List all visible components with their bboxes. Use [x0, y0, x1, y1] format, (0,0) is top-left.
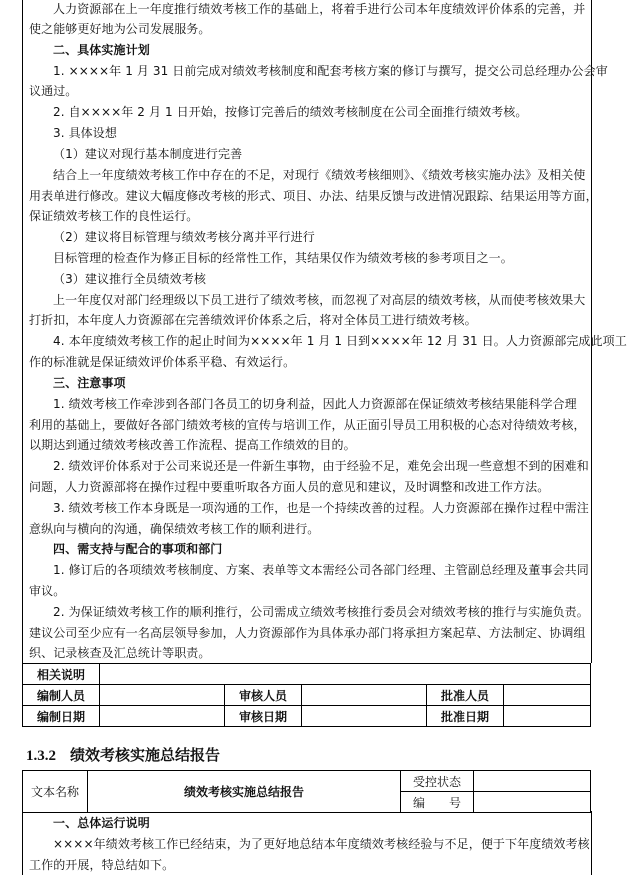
reviewed-by-value[interactable]	[302, 685, 427, 706]
reviewed-date-label: 审核日期	[225, 706, 302, 727]
section-heading: 一、总体运行说明	[53, 816, 150, 830]
approved-date-value[interactable]	[504, 706, 591, 727]
section-title	[26, 744, 220, 765]
paragraph-line: 建议公司至少应有一名高层领导参加，人力资源部作为具体承办部门将承担方案起草、方法制定、协调组	[29, 626, 586, 640]
paragraph-line: 结合上一年度绩效考核工作中存在的不足，对现行《绩效考核细则》、《绩效考核实施办法》及相关使	[53, 168, 586, 182]
paragraph-line: 目标管理的检查作为修正目标的经常性工作，其结果仅作为绩效考核的参考项目之一。	[53, 251, 513, 265]
paragraph-line: 意纵向与横向的沟通，确保绩效考核工作的顺利进行。	[29, 522, 320, 536]
control-status-value[interactable]	[474, 771, 591, 792]
prepared-date-label: 编制日期	[23, 706, 100, 727]
paragraph-line: 2. 自××××年 2 月 1 日开始，按修订完善后的绩效考核制度在公司全面推行绩效考核。	[53, 105, 528, 119]
paragraph-line: 作的标准就是保证绩效评价体系平稳、有效运行。	[29, 355, 296, 369]
related-notes-value[interactable]	[100, 664, 591, 685]
sub-heading: （2）建议将目标管理与绩效考核分离并平行进行	[53, 230, 315, 244]
paragraph-line: 3. 具体设想	[53, 126, 117, 140]
paragraph-line: 人力资源部在上一年度推行绩效考核工作的基础上，将着手进行公司本年度绩效评价体系的完善，并	[53, 2, 586, 16]
prepared-by-label: 编制人员	[23, 685, 100, 706]
prepared-by-value[interactable]	[100, 685, 225, 706]
paragraph-line: 保证绩效考核工作的良性运行。	[29, 209, 199, 223]
approved-by-value[interactable]	[504, 685, 591, 706]
paragraph-line: 3. 绩效考核工作本身既是一项沟通的工作，也是一个持续改善的过程。人力资源部在操作过程中需注	[53, 501, 589, 515]
summary-body	[22, 811, 592, 875]
doc-name-label: 文本名称	[23, 771, 88, 813]
plan-document-body	[22, 0, 627, 663]
related-notes-label: 相关说明	[23, 664, 100, 685]
section-title-text: 绩效考核实施总结报告	[70, 746, 221, 764]
paragraph-line: 1. 修订后的各项绩效考核制度、方案、表单等文本需经公司各部门经理、主管副总经理及董事会共同	[53, 563, 589, 577]
section-heading: 四、需支持与配合的事项和部门	[53, 542, 223, 556]
sub-heading: （3）建议推行全员绩效考核	[53, 272, 206, 286]
sub-heading: （1）建议对现行基本制度进行完善	[53, 147, 243, 161]
paragraph-line: 利用的基础上，要做好各部门绩效考核的宣传与培训工作，从正面引导员工用积极的心态对待绩效考核，	[29, 418, 586, 432]
reviewed-date-value[interactable]	[302, 706, 427, 727]
number-label: 编 号	[401, 792, 474, 813]
paragraph-line: 审议。	[29, 584, 66, 598]
paragraph-line: 4. 本年度绩效考核工作的起止时间为××××年 1 月 1 日到××××年 12 月 31 日。人力资源部完成此项工	[53, 334, 627, 348]
doc-name-value: 绩效考核实施总结报告	[88, 771, 401, 813]
paragraph-line: 工作的开展，特总结如下。	[29, 858, 175, 872]
number-value[interactable]	[474, 792, 591, 813]
section-number: 1.3.2	[26, 748, 56, 764]
paragraph-line: 2. 绩效评价体系对于公司来说还是一件新生事物，由于经验不足，难免会出现一些意想不到的困难和	[53, 459, 589, 473]
paragraph-line: 2. 为保证绩效考核工作的顺利推行，公司需成立绩效考核推行委员会对绩效考核的推行与实施负责。	[53, 605, 589, 619]
paragraph-line: 1. ××××年 1 月 31 日前完成对绩效考核制度和配套考核方案的修订与撰写，提交公司总经理办公会审	[53, 64, 608, 78]
approved-date-label: 批准日期	[427, 706, 504, 727]
control-status-label: 受控状态	[401, 771, 474, 792]
section-heading: 三、注意事项	[53, 376, 126, 390]
paragraph-line: 打折扣，本年度人力资源部在完善绩效评价体系之后，将对全体员工进行绩效考核。	[29, 313, 477, 327]
section-heading: 二、具体实施计划	[53, 43, 150, 57]
signoff-table	[22, 663, 591, 727]
paragraph-line: 以期达到通过绩效考核改善工作流程、提高工作绩效的目的。	[29, 438, 356, 452]
approved-by-label: 批准人员	[427, 685, 504, 706]
paragraph-line: 问题，人力资源部将在操作过程中要重听取各方面人员的意见和建议，及时调整和改进工作方法。	[29, 480, 550, 494]
reviewed-by-label: 审核人员	[225, 685, 302, 706]
paragraph-line: 用表单进行修改。建议大幅度修改考核的形式、项目、办法、结果反馈与改进情况跟踪、结果运用等方面，	[29, 189, 598, 203]
paragraph-line: 织、记录核查及汇总统计等职责。	[29, 646, 211, 660]
paragraph-line: ××××年绩效考核工作已经结束，为了更好地总结本年度绩效考核经验与不足，便于下年度绩效考核	[53, 837, 590, 851]
prepared-date-value[interactable]	[100, 706, 225, 727]
paragraph-line: 议通过。	[29, 84, 78, 98]
paragraph-line: 使之能够更好地为公司发展服务。	[29, 22, 211, 36]
paragraph-line: 1. 绩效考核工作牵涉到各部门各员工的切身利益，因此人力资源部在保证绩效考核结果能科学合理	[53, 397, 577, 411]
report-header-table	[22, 770, 591, 813]
paragraph-line: 上一年度仅对部门经理级以下员工进行了绩效考核，而忽视了对高层的绩效考核，从而使考核效果大	[53, 293, 586, 307]
